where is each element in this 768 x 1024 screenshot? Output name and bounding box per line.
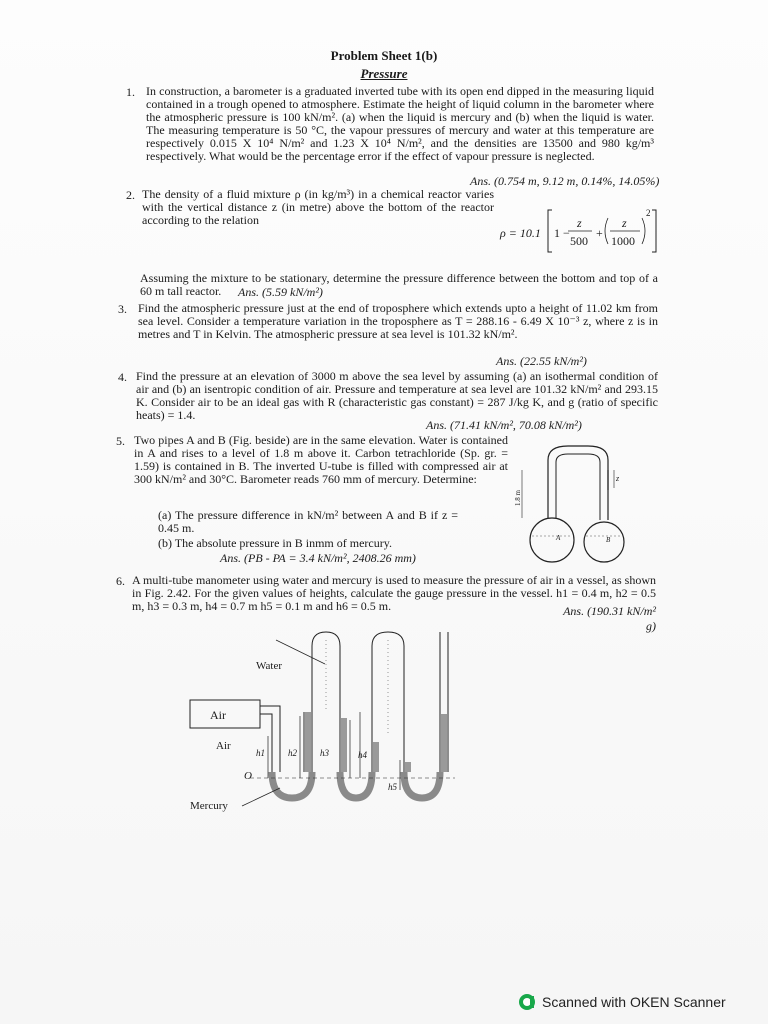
fig6-h5-label: h5 xyxy=(388,782,397,792)
problem-3-answer: Ans. (22.55 kN/m²) xyxy=(496,354,587,368)
problem-2-text2: Assuming the mixture to be stationary, determine the pressure difference between the bottom and top of a 60 m tall reactor. xyxy=(140,271,658,298)
formula-num1: z xyxy=(577,216,582,230)
problem-1-text: In construction, a barometer is a graduated inverted tube with its open end dipped in the measuring liquid contained in a trough opened to atmosphere. Estimate the height of liquid column in the barometer where the atmospheric pressure is 100 kN/m². (a) when the liquid is mercury and (b) when the liquid is water. The measuring temperature is 50 °C, the vapour pressures of mercury and water at this temperature are respectively 0.015 X 10⁴ N/m² and 1.23 X 10⁴ N/m², and the densities are 13500 and 980 kg/m³ respectively. What would be the percentage error if the effect of vapour pressure is neglected. xyxy=(146,84,654,163)
problem-2-number: 2. xyxy=(126,188,135,202)
fig5-z-label: z xyxy=(616,474,620,483)
fig6-h2-label: h2 xyxy=(288,748,297,758)
problem-5-answer: Ans. (PB - PA = 3.4 kN/m², 2408.26 mm) xyxy=(220,551,416,565)
fig6-h4-label: h4 xyxy=(358,750,367,760)
fig6-o-label: O xyxy=(244,770,252,782)
formula-den2: 1000 xyxy=(611,234,635,248)
problem-5-part-b: (b) The absolute pressure in B inmm of mercury. xyxy=(158,536,392,550)
problem-5-part-a: (a) The pressure difference in kN/m² between A and B if z = 0.45 m. xyxy=(158,508,458,535)
problem-2-text: The density of a fluid mixture ρ (in kg/m³) in a chemical reactor varies with the vertical distance z (in metre) above the bottom of the reactor according to the relation xyxy=(142,187,494,227)
problem-3-text: Find the atmospheric pressure just at the end of troposphere which extends upto a height of 11.02 km from sea level. Consider a temperature variation in the troposphere as T = 288.16 - 6.49 X 10⁻³ z, where z is in metres and T in Kelvin. The atmospheric pressure at sea level is 101.32 kN/m². xyxy=(138,301,658,341)
problem-4-number: 4. xyxy=(118,370,127,384)
fig6-h3-label: h3 xyxy=(320,748,329,758)
problem-3-number: 3. xyxy=(118,302,127,316)
fig5-height-label: 1.8 m xyxy=(514,490,522,506)
problem-1-number: 1. xyxy=(126,85,135,99)
fig6-air-box-label: Air xyxy=(210,708,226,722)
sheet-title: Problem Sheet 1(b) xyxy=(330,48,438,63)
density-formula xyxy=(500,206,660,256)
problem-6-answer: Ans. (190.31 kN/m² g) xyxy=(563,604,656,633)
fig5-label-a: A xyxy=(556,534,561,542)
problem-5-figure xyxy=(510,440,660,570)
problem-1-answer: Ans. (0.754 m, 9.12 m, 0.14%, 14.05%) xyxy=(470,174,660,188)
u-tube-diagram xyxy=(510,440,660,570)
manometer-diagram xyxy=(180,630,480,820)
fig6-mercury-label: Mercury xyxy=(190,800,228,812)
scanner-footer xyxy=(518,990,726,1014)
problem-4-answer: Ans. (71.41 kN/m², 70.08 kN/m²) xyxy=(426,418,582,432)
problem-6-number: 6. xyxy=(116,574,125,588)
problem-2-answer: Ans. (5.59 kN/m²) xyxy=(238,285,323,299)
problem-5-text: Two pipes A and B (Fig. beside) are in the same elevation. Water is contained in A and rises to a level of 1.8 m above it. Carbon tetrachloride (Sp. gr. = 1.59) is contained in B. The inverted U-tube is filled with compressed air at 300 kN/m² and 30°C. Barometer reads 760 mm of mercury. Determine: xyxy=(134,433,508,486)
formula-den1: 500 xyxy=(570,234,588,248)
sheet-subtitle: Pressure xyxy=(360,66,408,81)
problem-5-number: 5. xyxy=(116,434,125,448)
fig6-water-label: Water xyxy=(256,660,282,672)
fig5-label-b: B xyxy=(606,536,611,544)
problem-6-text: A multi-tube manometer using water and mercury is used to measure the pressure of air in a vessel, as shown in Fig. 2.42. For the given values of heights, calculate the gauge pressure in the vessel. h1 = 0.4 m, h2 = 0.5 m, h3 = 0.3 m, h4 = 0.7 m h5 = 0.1 m and h6 = 0.5 m. xyxy=(132,573,656,613)
formula-plus: + xyxy=(596,226,603,240)
scanner-footer-text: Scanned with OKEN Scanner xyxy=(542,994,726,1010)
formula-term1: 1 − xyxy=(554,226,570,240)
fig6-h1-label: h1 xyxy=(256,748,265,758)
scanner-logo-icon xyxy=(518,993,536,1011)
fig6-air-label: Air xyxy=(216,740,231,752)
formula-num2: z xyxy=(622,216,627,230)
problem-4-text: Find the pressure at an elevation of 3000 m above the sea level by assuming (a) an isothermal condition of air and (b) an isentropic condition of air. Pressure and temperature at sea level are 101.32 kN/m² and 293.15 K. Consider air to be an ideal gas with R (characteristic gas constant) = 287 J/kg K, and g (ratio of specific heats) = 1.4. xyxy=(136,369,658,422)
manometer-figure xyxy=(180,630,480,820)
formula-lhs: ρ = 10.1 xyxy=(500,226,541,240)
formula-exponent: 2 xyxy=(646,208,651,218)
